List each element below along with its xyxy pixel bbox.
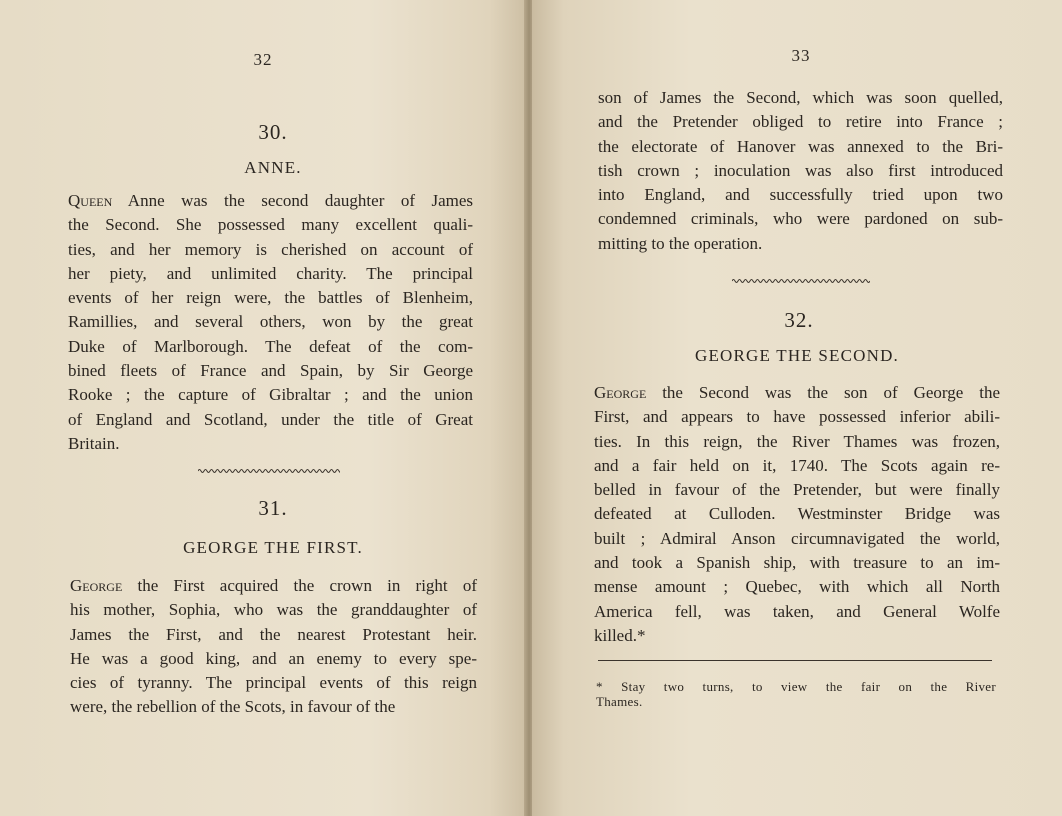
text-line: and the Pretender obliged to retire into France ; — [598, 112, 1003, 132]
text-line: of England and Scotland, under the title of Great — [68, 409, 473, 429]
text-line-rest: the First acquired the crown in right of — [122, 576, 477, 595]
text-line: the Second. She possessed many excellent quali- — [68, 215, 473, 235]
text-line: mitting to the operation. — [598, 233, 763, 253]
section-number-30: 30. — [258, 120, 288, 144]
footnote — [596, 679, 996, 709]
text-line: ties. In this reign, the River Thames was frozen, — [594, 431, 1000, 451]
drop-word: Queen — [68, 191, 113, 210]
ornamental-divider — [198, 468, 340, 474]
footnote-rule — [598, 660, 992, 661]
text-line: into England, and successfully tried upon two — [598, 185, 1003, 205]
text-line: and took a Spanish ship, with treasure to an im- — [594, 553, 1000, 573]
drop-word: George — [594, 383, 647, 402]
text-line: mense amount ; Quebec, with which all North — [594, 577, 1000, 597]
section-number-32: 32. — [784, 308, 814, 332]
section-body-george-first — [70, 574, 477, 720]
text-line: America fell, was taken, and General Wolfe — [594, 601, 1000, 621]
text-line: and a fair held on it, 1740. The Scots again re- — [594, 455, 1000, 475]
section-title-anne: ANNE. — [244, 158, 302, 177]
text-line: the electorate of Hanover was annexed to the Bri- — [598, 136, 1003, 156]
text-line: tish crown ; inoculation was also first introduced — [598, 160, 1003, 180]
text-line-rest: Anne was the second daughter of James — [112, 191, 473, 210]
left-page — [0, 0, 526, 816]
page-number-left: 32 — [253, 50, 273, 69]
section-title-george-second: GEORGE THE SECOND. — [694, 346, 900, 365]
text-line: First, and appears to have possessed inferior abili- — [594, 407, 1000, 427]
text-line: cies of tyranny. The principal events of this reign — [70, 673, 477, 693]
text-line: Thames. — [596, 694, 643, 709]
text-line: built ; Admiral Anson circumnavigated the world, — [594, 528, 1000, 548]
continued-text — [598, 86, 1003, 256]
section-title-george-first: GEORGE THE FIRST. — [183, 538, 363, 557]
text-line: Britain. — [68, 433, 120, 453]
text-line: bined fleets of France and Spain, by Sir George — [68, 361, 473, 381]
page-number-right: 33 — [791, 46, 811, 65]
text-line: * Stay two turns, to view the fair on the River — [596, 679, 996, 694]
text-line: belled in favour of the Pretender, but were finally — [594, 480, 1000, 500]
text-line — [594, 381, 1000, 405]
text-line: James the First, and the nearest Protestant heir. — [70, 624, 477, 644]
text-line: killed.* — [594, 625, 646, 645]
text-line: Ramillies, and several others, won by the great — [68, 312, 473, 332]
text-line: defeated at Culloden. Westminster Bridge was — [594, 504, 1000, 524]
text-line: Duke of Marlborough. The defeat of the com- — [68, 336, 473, 356]
text-line — [68, 189, 473, 213]
section-body-george-second — [594, 381, 1000, 648]
ornamental-divider — [732, 278, 870, 284]
drop-word: George — [70, 576, 123, 595]
text-line: events of her reign were, the battles of Blenheim, — [68, 288, 473, 308]
text-line: were, the rebellion of the Scots, in favour of the — [70, 697, 396, 717]
text-line: son of James the Second, which was soon quelled, — [598, 88, 1003, 107]
right-page — [532, 0, 1062, 816]
text-line: his mother, Sophia, who was the granddaughter of — [70, 600, 477, 620]
section-body-anne — [68, 189, 473, 456]
section-number-31: 31. — [258, 496, 288, 520]
text-line: her piety, and unlimited charity. The principal — [68, 263, 473, 283]
text-line: condemned criminals, who were pardoned on sub- — [598, 209, 1003, 229]
text-line — [70, 574, 477, 598]
text-line-rest: the Second was the son of George the — [646, 383, 1000, 402]
text-line: He was a good king, and an enemy to every spe- — [70, 648, 477, 668]
text-line: ties, and her memory is cherished on account of — [68, 239, 473, 259]
text-line: Rooke ; the capture of Gibraltar ; and the union — [68, 385, 473, 405]
